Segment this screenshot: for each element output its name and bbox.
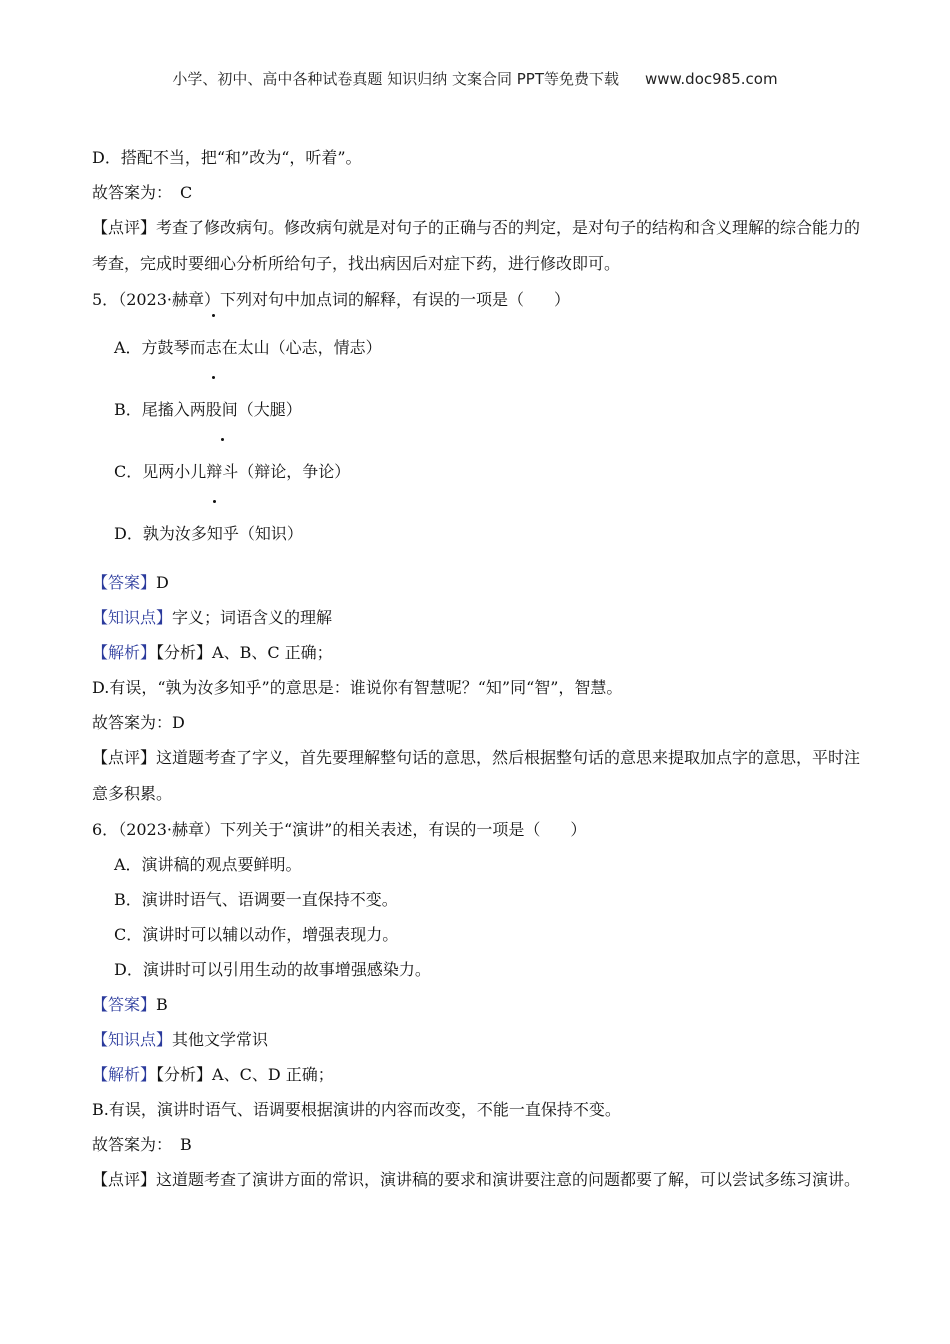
dotted-char: 股: [206, 379, 222, 441]
page-header: [0, 68, 950, 89]
q6-comment: 【点评】这道题考查了演讲方面的常识，演讲稿的要求和演讲要注意的问题都要了解，可以尝试多练习演讲。: [92, 1170, 861, 1189]
q5-final-answer: 故答案为：D: [92, 713, 185, 732]
q5-analysis: 【解析】【分析】A、B、C 正确；: [92, 643, 333, 662]
q4-comment: 【点评】考查了修改病句。修改病句就是对句子的正确与否的判定，是对句子的结构和含义理解的综合能力的考查，完成时要细心分析所给句子，找出病因后对症下药，进行修改即可。: [92, 218, 861, 273]
analysis-tag: 【解析】: [92, 1065, 157, 1084]
q5-stem: 5．（2023·赫章）下列对句中加点词的解释，有误的一项是（ ）: [92, 290, 571, 309]
dotted-char: 志: [206, 317, 222, 379]
analysis-tag: 【解析】: [92, 643, 157, 662]
comment-tag: 【点评】: [92, 748, 157, 767]
q6-option-d: D．演讲时可以引用生动的故事增强感染力。: [114, 960, 431, 979]
q5-option-a: A．方鼓琴而志在太山（心志，情志）: [92, 317, 862, 379]
q5-analysis-d: D.有误，“孰为汝多知乎”的意思是：谁说你有智慧呢？“知”同“智”，智慧。: [92, 678, 623, 697]
header-url[interactable]: www.doc985.com: [644, 70, 778, 88]
dotted-char: 知: [207, 503, 223, 565]
q4-option-d: D．搭配不当，把“和”改为“，听着”。: [92, 148, 362, 167]
q5-comment: 【点评】这道题考查了字义，首先要理解整句话的意思，然后根据整句话的意思来提取加点字的意思，平时注意多积累。: [92, 748, 861, 803]
q5-answer: 【答案】D: [92, 573, 169, 592]
q6-option-c: C．演讲时可以辅以动作，增强表现力。: [114, 925, 399, 944]
dotted-char: 辩斗: [206, 441, 238, 503]
document-page: [92, 140, 862, 1198]
answer-tag: 【答案】: [92, 995, 157, 1014]
q4-final-answer: 故答案为： C: [92, 183, 193, 202]
q6-knowledge: 【知识点】其他文学常识: [92, 1030, 269, 1049]
knowledge-tag: 【知识点】: [92, 1030, 173, 1049]
q6-analysis-b: B.有误，演讲时语气、语调要根据演讲的内容而改变，不能一直保持不变。: [92, 1100, 621, 1119]
q6-option-a: A．演讲稿的观点要鲜明。: [114, 855, 302, 874]
comment-tag: 【点评】: [92, 218, 157, 237]
q6-final-answer: 故答案为： B: [92, 1135, 192, 1154]
q6-stem: 6．（2023·赫章）下列关于“演讲”的相关表述，有误的一项是（ ）: [92, 820, 587, 839]
header-text: 小学、初中、高中各种试卷真题 知识归纳 文案合同 PPT等免费下载: [172, 70, 619, 88]
q5-option-d: D．孰为汝多知乎（知识）: [92, 503, 862, 565]
q6-analysis: 【解析】【分析】A、C、D 正确；: [92, 1065, 334, 1084]
comment-tag: 【点评】: [92, 1170, 157, 1189]
q5-option-c: C．见两小儿辩斗（辩论，争论）: [92, 441, 862, 503]
knowledge-tag: 【知识点】: [92, 608, 173, 627]
q6-option-b: B．演讲时语气、语调要一直保持不变。: [114, 890, 398, 909]
q5-knowledge: 【知识点】字义；词语含义的理解: [92, 608, 333, 627]
q6-answer: 【答案】B: [92, 995, 168, 1014]
q5-option-b: B．尾搐入两股间（大腿）: [92, 379, 862, 441]
answer-tag: 【答案】: [92, 573, 157, 592]
